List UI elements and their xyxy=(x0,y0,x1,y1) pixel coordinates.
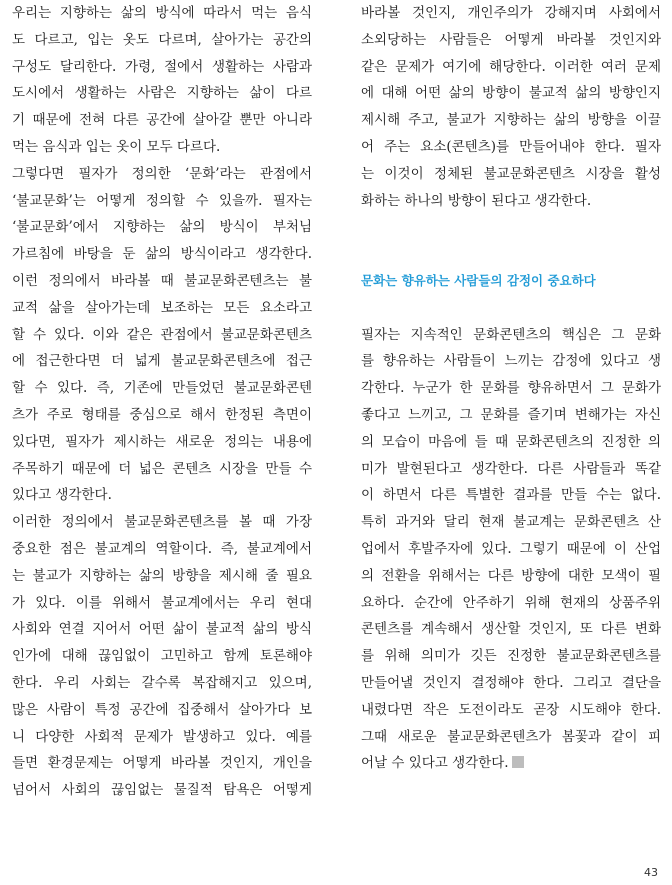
body-line: 있다면, 필자가 제시하는 새로운 정의는 내용에 xyxy=(12,433,312,450)
body-line: 우리는 지향하는 삶의 방식에 따라서 먹는 음식 xyxy=(12,5,312,21)
body-line: 그렇다면 필자가 정의한 ‘문화’라는 관점에서 xyxy=(12,165,312,182)
body-line: 미가 발현된다고 생각한다. 다른 사람들과 똑같 xyxy=(361,460,661,477)
body-line: 할 수 있다. 이와 같은 관점에서 불교문화콘텐츠 xyxy=(12,326,312,343)
body-line: 츠가 주로 형태를 중심으로 해서 한정된 측면이 xyxy=(12,406,312,423)
body-line: 기 때문에 전혀 다른 공간에 살아갈 뿐만 아니라 xyxy=(12,112,312,129)
body-line: 넘어서 사회의 끊임없는 물질적 탐욕은 어떻게 xyxy=(12,782,312,799)
paragraph-spacer xyxy=(361,241,661,268)
body-line: 의 모습이 마음에 들 때 문화콘텐츠의 진정한 의 xyxy=(361,433,661,450)
body-line: 중요한 점은 불교계의 역할이다. 즉, 불교계에서 xyxy=(12,540,312,557)
body-line: 업에서 후발주자에 있다. 그렇기 때문에 이 산업 xyxy=(361,540,661,557)
end-mark-icon xyxy=(512,756,524,768)
body-line: 는 불교가 지향하는 삶의 방향을 제시해 줄 필요 xyxy=(12,567,312,584)
left-column xyxy=(12,0,312,804)
body-line: 가르침에 바탕을 둔 삶의 방식이라고 생각한다. xyxy=(12,246,312,263)
body-line-final xyxy=(361,750,661,777)
right-column xyxy=(361,0,661,777)
body-line: 제시해 주고, 불교가 지향하는 삶의 방향을 이끌 xyxy=(361,112,661,129)
body-line: 이런 정의에서 바라볼 때 불교문화콘텐츠는 불 xyxy=(12,272,312,289)
body-line: 먹는 음식과 입는 옷이 모두 다르다. xyxy=(12,138,221,155)
body-line: 콘텐츠를 계속해서 생산할 것인지, 또 다른 변화 xyxy=(361,621,661,638)
paragraph-spacer xyxy=(361,295,661,322)
body-line: 는 이것이 정체된 불교문화콘텐츠 시장을 활성 xyxy=(361,165,661,182)
body-line: 인가에 대해 끊임없이 고민하고 함께 토론해야 xyxy=(12,648,312,665)
body-line-text: 어날 수 있다고 생각한다. xyxy=(361,755,509,772)
body-line: 니 다양한 사회적 문제가 발생하고 있다. 예를 xyxy=(12,728,312,745)
body-line: 소외당하는 사람들은 어떻게 바라볼 것인지와 xyxy=(361,31,661,48)
body-line: 를 향유하는 사람들이 느끼는 감정에 있다고 생 xyxy=(361,353,661,370)
body-line: ‘불교문화’에서 지향하는 삶의 방식이 부처님 xyxy=(12,219,312,236)
body-line: 이러한 정의에서 불교문화콘텐츠를 볼 때 가장 xyxy=(12,514,312,531)
body-line: 도시에서 생활하는 사람은 지향하는 삶이 다르 xyxy=(12,85,312,102)
body-line: 에 대해 어떤 삶의 방향이 불교적 삶의 방향인지 xyxy=(361,85,661,102)
body-line: 요하다. 순간에 안주하기 위해 현재의 상품주위 xyxy=(361,594,661,611)
body-line: 한다. 우리 사회는 갈수록 복잡해지고 있으며, xyxy=(12,674,312,691)
body-line: 많은 사람이 특정 공간에 집중해서 살아가다 보 xyxy=(12,701,312,718)
body-line: 특히 과거와 달리 현재 불교계는 문화콘텐츠 산 xyxy=(361,514,661,531)
body-line: 그때 새로운 불교문화콘텐츠가 봄꽃과 같이 피 xyxy=(361,728,661,745)
body-line: 주목하기 때문에 더 넓은 콘텐츠 시장을 만들 수 xyxy=(12,460,312,477)
body-line: 좋다고 느끼고, 그 문화를 즐기며 변해가는 자신 xyxy=(361,406,661,423)
body-line: 교적 삶을 살아가는데 보조하는 모든 요소라고 xyxy=(12,299,312,316)
body-line: 같은 문제가 여기에 해당한다. 이러한 여러 문제 xyxy=(361,58,661,75)
body-line: 의 전환을 위해서는 다른 방향에 대한 모색이 필 xyxy=(361,567,661,584)
body-line: 필자는 지속적인 문화콘텐츠의 핵심은 그 문화 xyxy=(361,326,661,343)
body-line: ‘불교문화’는 어떻게 정의할 수 있을까. 필자는 xyxy=(12,192,312,209)
body-line: 사회와 연결 지어서 어떤 삶이 불교적 삶의 방식 xyxy=(12,621,312,638)
body-line: 내렸다면 작은 도전이라도 곧장 시도해야 한다. xyxy=(361,701,661,718)
body-line: 만들어낼 것인지 결정해야 한다. 그리고 결단을 xyxy=(361,674,661,691)
body-line: 할 수 있다. 즉, 기존에 만들었던 불교문화콘텐 xyxy=(12,380,312,397)
body-line: 이 하면서 다른 특별한 결과를 만들 수는 없다. xyxy=(361,487,661,504)
page-number: 43 xyxy=(644,866,658,879)
body-line: 도 다르고, 입는 옷도 다르며, 살아가는 공간의 xyxy=(12,31,312,48)
body-line: 있다고 생각한다. xyxy=(12,487,112,504)
body-line: 가 있다. 이를 위해서 불교계에서는 우리 현대 xyxy=(12,594,312,611)
body-line: 에 접근한다면 더 넓게 불교문화콘텐츠에 접근 xyxy=(12,353,312,370)
body-line: 들면 환경문제는 어떻게 바라볼 것인지, 개인을 xyxy=(12,755,312,772)
body-line: 구성도 달리한다. 가령, 절에서 생활하는 사람과 xyxy=(12,58,312,75)
paragraph-spacer xyxy=(361,214,661,241)
body-line: 어 주는 요소(콘텐츠)를 만들어내야 한다. 필자 xyxy=(361,138,661,155)
body-line: 화하는 하나의 방향이 된다고 생각한다. xyxy=(361,192,592,209)
body-line: 바라볼 것인지, 개인주의가 강해지며 사회에서 xyxy=(361,5,661,21)
body-line: 각한다. 누군가 한 문화를 향유하면서 그 문화가 xyxy=(361,380,661,397)
section-heading: 문화는 향유하는 사람들의 감정이 중요하다 xyxy=(361,272,596,288)
body-line: 를 위해 의미가 깃든 진정한 불교문화콘텐츠를 xyxy=(361,648,661,665)
